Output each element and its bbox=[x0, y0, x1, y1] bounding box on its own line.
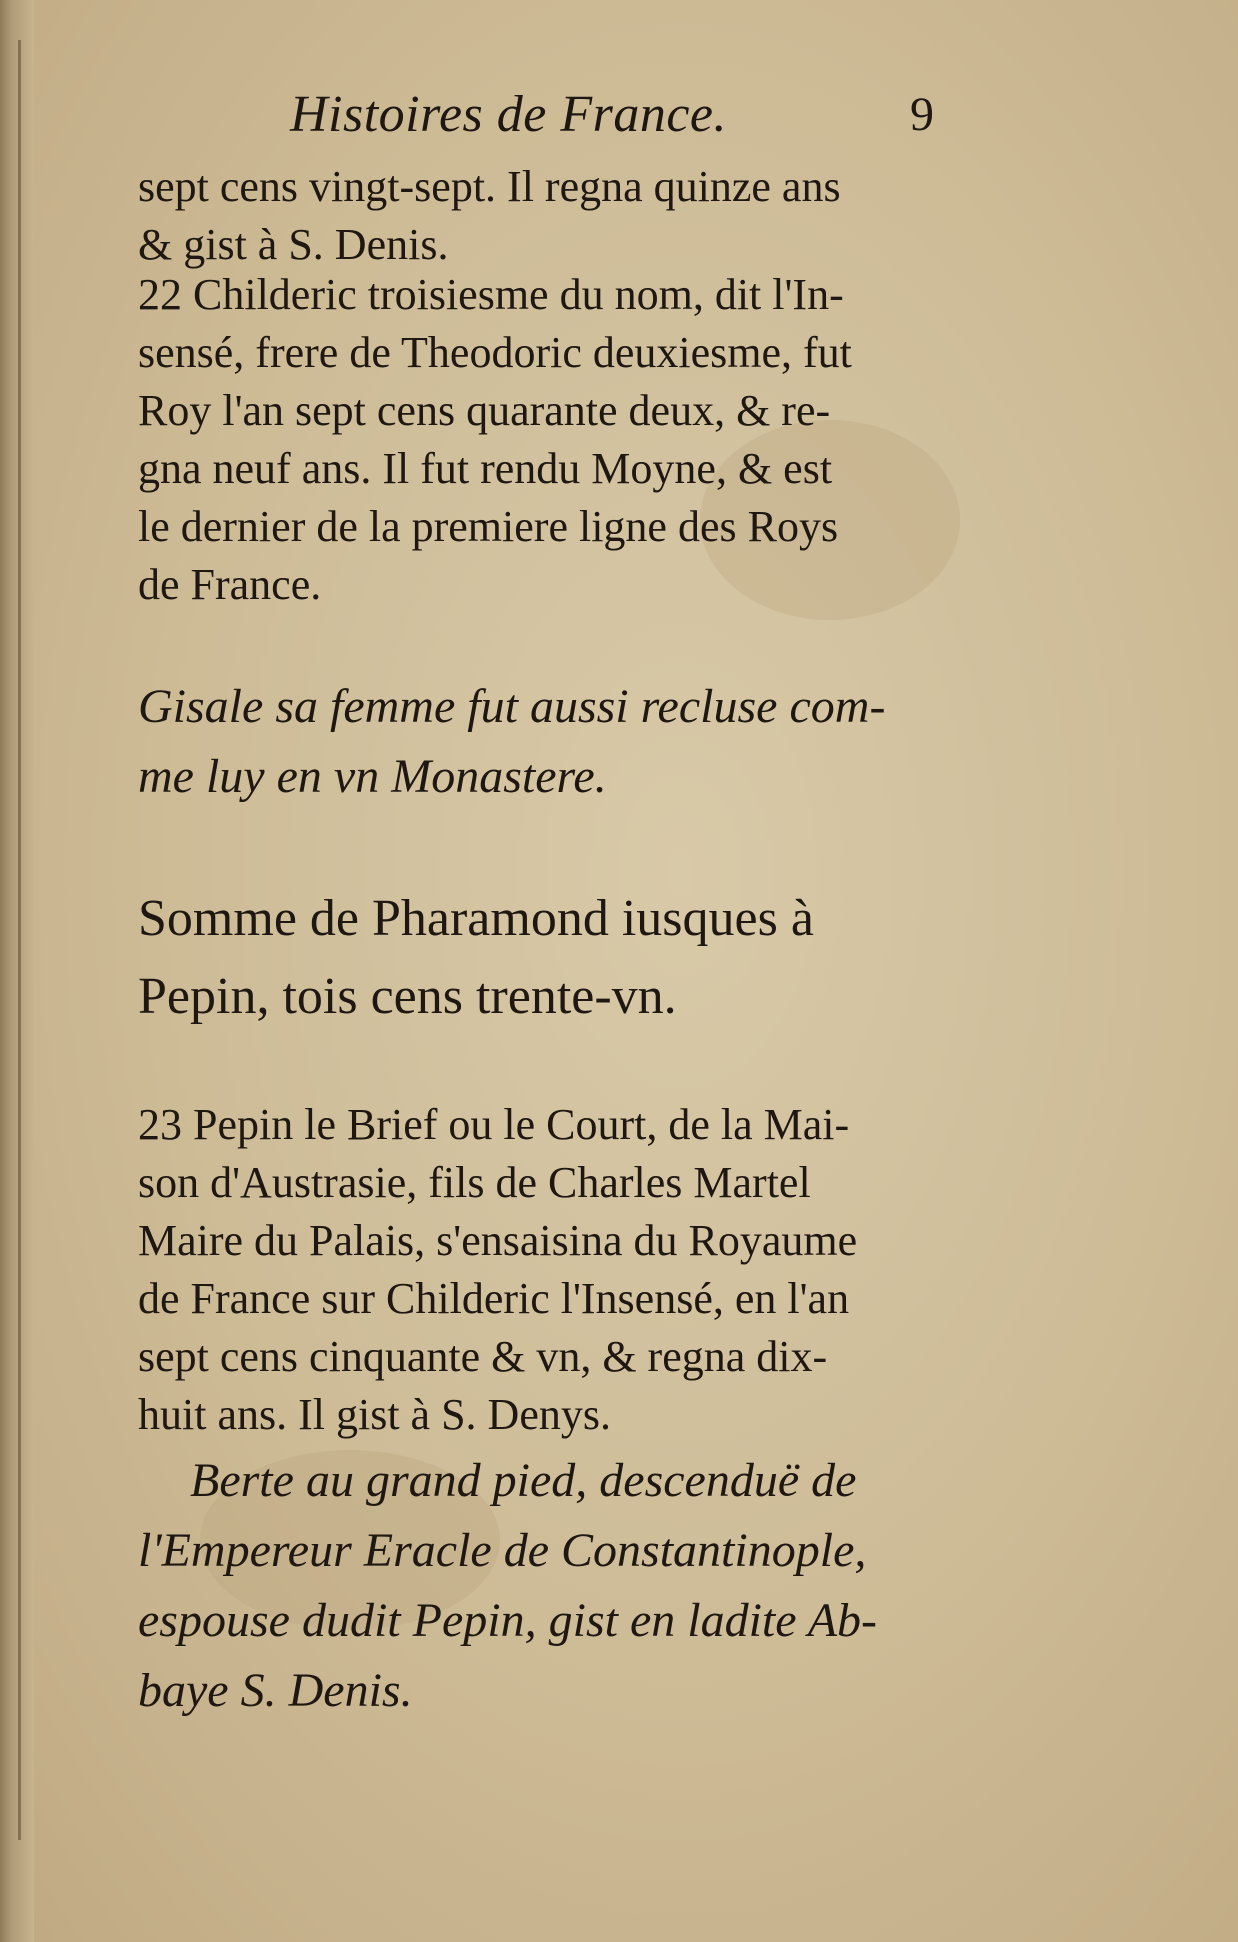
paragraph-summary bbox=[138, 880, 938, 1036]
text-line: Roy l'an sept cens quarante deux, & re- bbox=[138, 386, 831, 435]
text-line: sept cens cinquante & vn, & regna dix- bbox=[138, 1332, 828, 1381]
text-line: de France. bbox=[138, 560, 322, 609]
page-header bbox=[290, 80, 950, 150]
text-line: l'Empereur Eracle de Constantinople, bbox=[138, 1524, 867, 1577]
text-line: Gisale sa femme fut aussi recluse com- bbox=[138, 680, 886, 733]
paragraph-gisale bbox=[138, 672, 938, 812]
text-line: me luy en vn Monastere. bbox=[138, 750, 607, 803]
text-line: baye S. Denis. bbox=[138, 1664, 413, 1717]
text-line: sept cens vingt-sept. Il regna quinze ans bbox=[138, 162, 841, 211]
text-line: Somme de Pharamond iusques à bbox=[138, 890, 814, 947]
text-line: sensé, frere de Theodoric deuxiesme, fut bbox=[138, 328, 852, 377]
binding-gutter bbox=[0, 0, 34, 1942]
binding-edge bbox=[18, 40, 21, 1840]
page-number: 9 bbox=[910, 88, 934, 141]
paragraph-pepin bbox=[138, 1096, 938, 1444]
text-line: Maire du Palais, s'ensaisina du Royaume bbox=[138, 1216, 858, 1265]
running-title: Histoires de France. bbox=[290, 86, 727, 143]
text-line: espouse dudit Pepin, gist en ladite Ab- bbox=[138, 1594, 878, 1647]
text-line: gna neuf ans. Il fut rendu Moyne, & est bbox=[138, 444, 833, 493]
text-line: Berte au grand pied, descenduë de bbox=[190, 1454, 857, 1507]
text-line: son d'Austrasie, fils de Charles Martel bbox=[138, 1158, 811, 1207]
text-line: huit ans. Il gist à S. Denys. bbox=[138, 1390, 611, 1439]
text-line: & gist à S. Denis. bbox=[138, 220, 449, 269]
text-line: 22 Childeric troisiesme du nom, dit l'In- bbox=[138, 270, 844, 319]
text-line: le dernier de la premiere ligne des Roys bbox=[138, 502, 839, 551]
paragraph-childeric bbox=[138, 266, 938, 614]
paragraph-reign-end bbox=[138, 158, 938, 274]
text-line: de France sur Childeric l'Insensé, en l'an bbox=[138, 1274, 850, 1323]
text-line: Pepin, tois cens trente-vn. bbox=[138, 968, 677, 1025]
text-line: 23 Pepin le Brief ou le Court, de la Mai- bbox=[138, 1100, 850, 1149]
paragraph-berte bbox=[138, 1446, 938, 1726]
